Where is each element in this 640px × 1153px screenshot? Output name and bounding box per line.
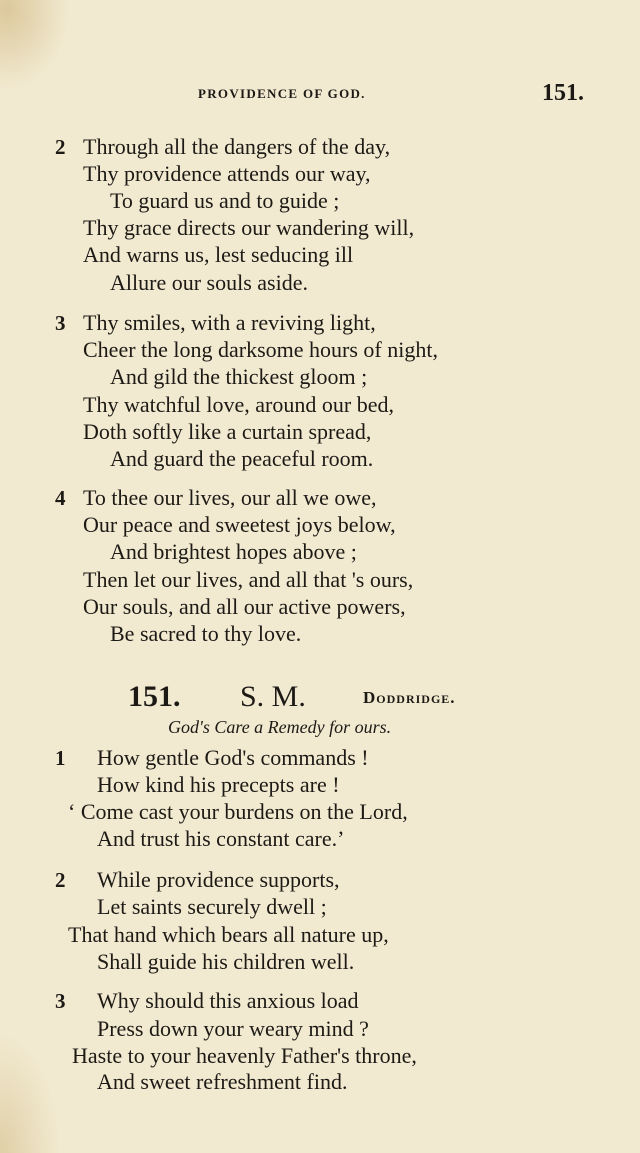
verse-line: Haste to your heavenly Father's throne, bbox=[72, 1043, 417, 1068]
verse-line: That hand which bears all nature up, bbox=[68, 922, 389, 947]
running-title: PROVIDENCE OF GOD. bbox=[198, 86, 366, 101]
verse-line: How gentle God's commands ! bbox=[97, 745, 369, 770]
verse-line: And brightest hopes above ; bbox=[110, 539, 357, 564]
stanza-number: 1 bbox=[55, 746, 66, 770]
verse-line: Our souls, and all our active powers, bbox=[83, 594, 406, 619]
verse-line: And trust his constant care.’ bbox=[97, 826, 345, 851]
hymn-meter: S. M. bbox=[240, 680, 306, 713]
verse-line: Thy watchful love, around our bed, bbox=[83, 392, 394, 417]
verse-line: And sweet refreshment find. bbox=[97, 1069, 348, 1094]
verse-line: And guard the peaceful room. bbox=[110, 446, 374, 471]
verse-line: To thee our lives, our all we owe, bbox=[83, 485, 377, 510]
stanza-number: 3 bbox=[55, 311, 66, 335]
verse-line: Allure our souls aside. bbox=[110, 270, 308, 295]
verse-line: To guard us and to guide ; bbox=[110, 188, 340, 213]
hymn-number: 151. bbox=[128, 680, 181, 713]
verse-line: Through all the dangers of the day, bbox=[83, 134, 391, 159]
verse-line: Let saints securely dwell ; bbox=[97, 894, 327, 919]
verse-line: How kind his precepts are ! bbox=[97, 772, 340, 797]
page-stain bbox=[0, 1033, 60, 1153]
stanza-number: 2 bbox=[55, 135, 66, 159]
verse-line: Press down your weary mind ? bbox=[97, 1016, 369, 1041]
verse-line: Thy providence attends our way, bbox=[83, 161, 371, 186]
hymn-author: Doddridge. bbox=[363, 688, 456, 707]
verse-line: Shall guide his children well. bbox=[97, 949, 355, 974]
verse-line: ‘ Come cast your burdens on the Lord, bbox=[68, 799, 408, 824]
verse-line: Why should this anxious load bbox=[97, 988, 359, 1013]
verse-line: And warns us, lest seducing ill bbox=[83, 242, 354, 267]
verse-line: Be sacred to thy love. bbox=[110, 621, 302, 646]
stanza-number: 2 bbox=[55, 868, 66, 892]
verse-line: While providence supports, bbox=[97, 867, 340, 892]
stanza-number: 3 bbox=[55, 989, 66, 1013]
verse-line: Cheer the long darksome hours of night, bbox=[83, 337, 438, 362]
stanza-number: 4 bbox=[55, 486, 66, 510]
verse-line: And gild the thickest gloom ; bbox=[110, 364, 368, 389]
verse-line: Our peace and sweetest joys below, bbox=[83, 512, 396, 537]
verse-line: Doth softly like a curtain spread, bbox=[83, 419, 372, 444]
verse-line: Thy smiles, with a reviving light, bbox=[83, 310, 376, 335]
page-number: 151. bbox=[542, 80, 584, 106]
verse-line: Then let our lives, and all that 's ours, bbox=[83, 567, 414, 592]
verse-line: Thy grace directs our wandering will, bbox=[83, 215, 415, 240]
page-stain bbox=[0, 0, 70, 90]
hymn-subtitle: God's Care a Remedy for ours. bbox=[168, 717, 392, 737]
